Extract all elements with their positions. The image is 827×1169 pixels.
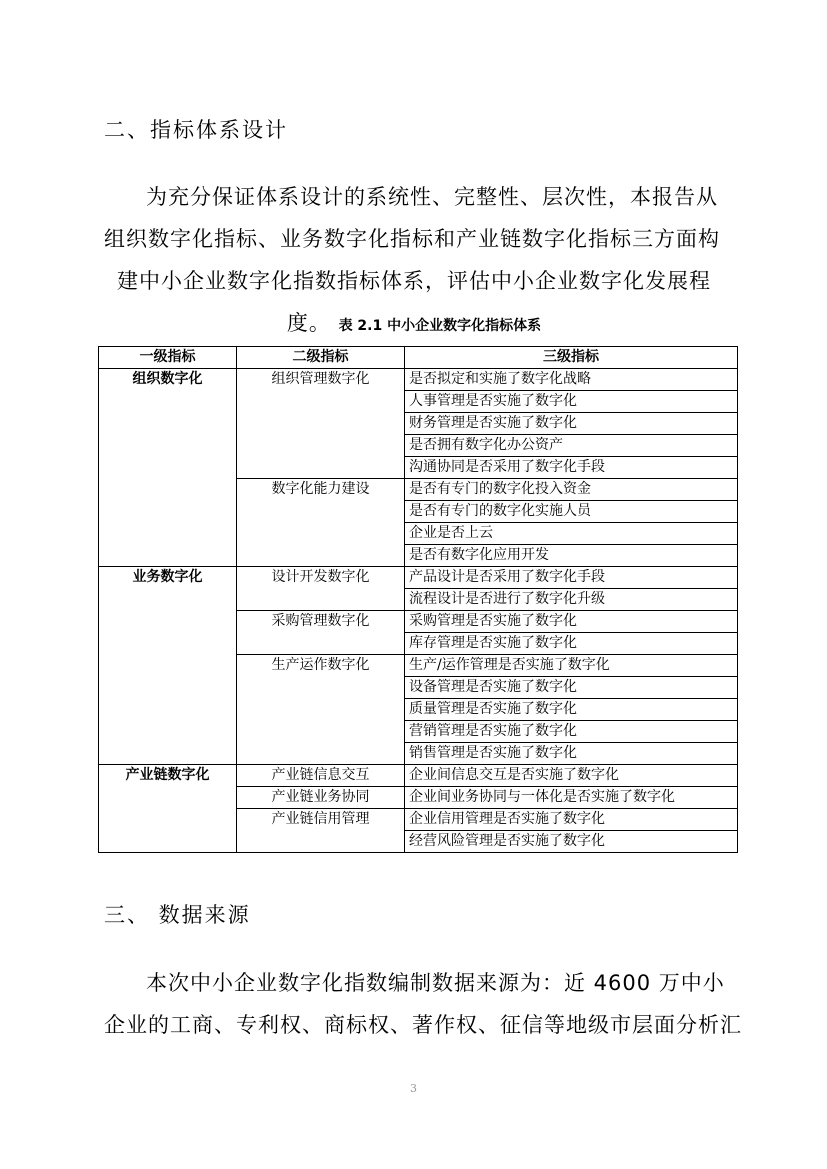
level3-cell: 采购管理是否实施了数字化 [405,611,738,633]
level1-cell: 组织数字化 [99,369,237,567]
level3-cell: 企业间业务协同与一体化是否实施了数字化 [405,787,738,809]
section-3-paragraph [104,962,742,1046]
page-number: 3 [410,1082,417,1095]
table-caption: 表 2.1 中小企业数字化指标体系 [338,318,542,334]
indicator-table [98,346,738,853]
level3-cell: 是否有专门的数字化实施人员 [405,501,738,523]
level3-cell: 销售管理是否实施了数字化 [405,743,738,765]
level3-cell: 是否拥有数字化办公资产 [405,435,738,457]
level1-cell: 业务数字化 [99,567,237,765]
section-2-paragraph [104,176,724,347]
level2-cell: 设计开发数字化 [237,567,405,611]
level3-cell: 企业间信息交互是否实施了数字化 [405,765,738,787]
level3-cell: 库存管理是否实施了数字化 [405,633,738,655]
table-row [99,567,738,589]
header-level1: 一级指标 [99,347,237,369]
level3-cell: 产品设计是否采用了数字化手段 [405,567,738,589]
section-3-heading: 三、 数据来源 [104,903,251,927]
level1-cell: 产业链数字化 [99,765,237,853]
level3-cell: 企业是否上云 [405,523,738,545]
level3-cell: 流程设计是否进行了数字化升级 [405,589,738,611]
level3-cell: 设备管理是否实施了数字化 [405,677,738,699]
level2-cell: 产业链信息交互 [237,765,405,787]
level3-cell: 是否有数字化应用开发 [405,545,738,567]
level3-cell: 企业信用管理是否实施了数字化 [405,809,738,831]
paragraph-line: 本次中小企业数字化指数编制数据来源为：近 4600 万中小 [146,971,725,995]
level3-cell: 是否有专门的数字化投入资金 [405,479,738,501]
section-2-heading: 二、指标体系设计 [104,118,288,142]
level3-cell: 沟通协同是否采用了数字化手段 [405,457,738,479]
header-level3: 三级指标 [405,347,738,369]
level2-cell: 产业链业务协同 [237,787,405,809]
level2-cell: 组织管理数字化 [237,369,405,479]
paragraph-line: 建中小企业数字化指数指标体系，评估中小企业数字化发展程 [117,269,711,293]
header-level2: 二级指标 [237,347,405,369]
level2-cell: 数字化能力建设 [237,479,405,567]
table-header-row [99,347,738,369]
table-row [99,765,738,787]
level3-cell: 质量管理是否实施了数字化 [405,699,738,721]
level2-cell: 生产运作数字化 [237,655,405,765]
level2-cell: 采购管理数字化 [237,611,405,655]
paragraph-line: 为充分保证体系设计的系统性、完整性、层次性，本报告从 [146,185,718,209]
level3-cell: 是否拟定和实施了数字化战略 [405,369,738,391]
paragraph-line: 企业的工商、专利权、商标权、著作权、征信等地级市层面分析汇 [104,1013,742,1037]
level3-cell: 经营风险管理是否实施了数字化 [405,831,738,853]
paragraph-line: 组织数字化指标、业务数字化指标和产业链数字化指标三方面构 [104,227,720,251]
level2-cell: 产业链信用管理 [237,809,405,853]
caption-line [104,302,724,347]
level3-cell: 营销管理是否实施了数字化 [405,721,738,743]
level3-cell: 财务管理是否实施了数字化 [405,413,738,435]
paragraph-last-line: 度。 [286,311,331,335]
table-row [99,369,738,391]
level3-cell: 人事管理是否实施了数字化 [405,391,738,413]
level3-cell: 生产/运作管理是否实施了数字化 [405,655,738,677]
